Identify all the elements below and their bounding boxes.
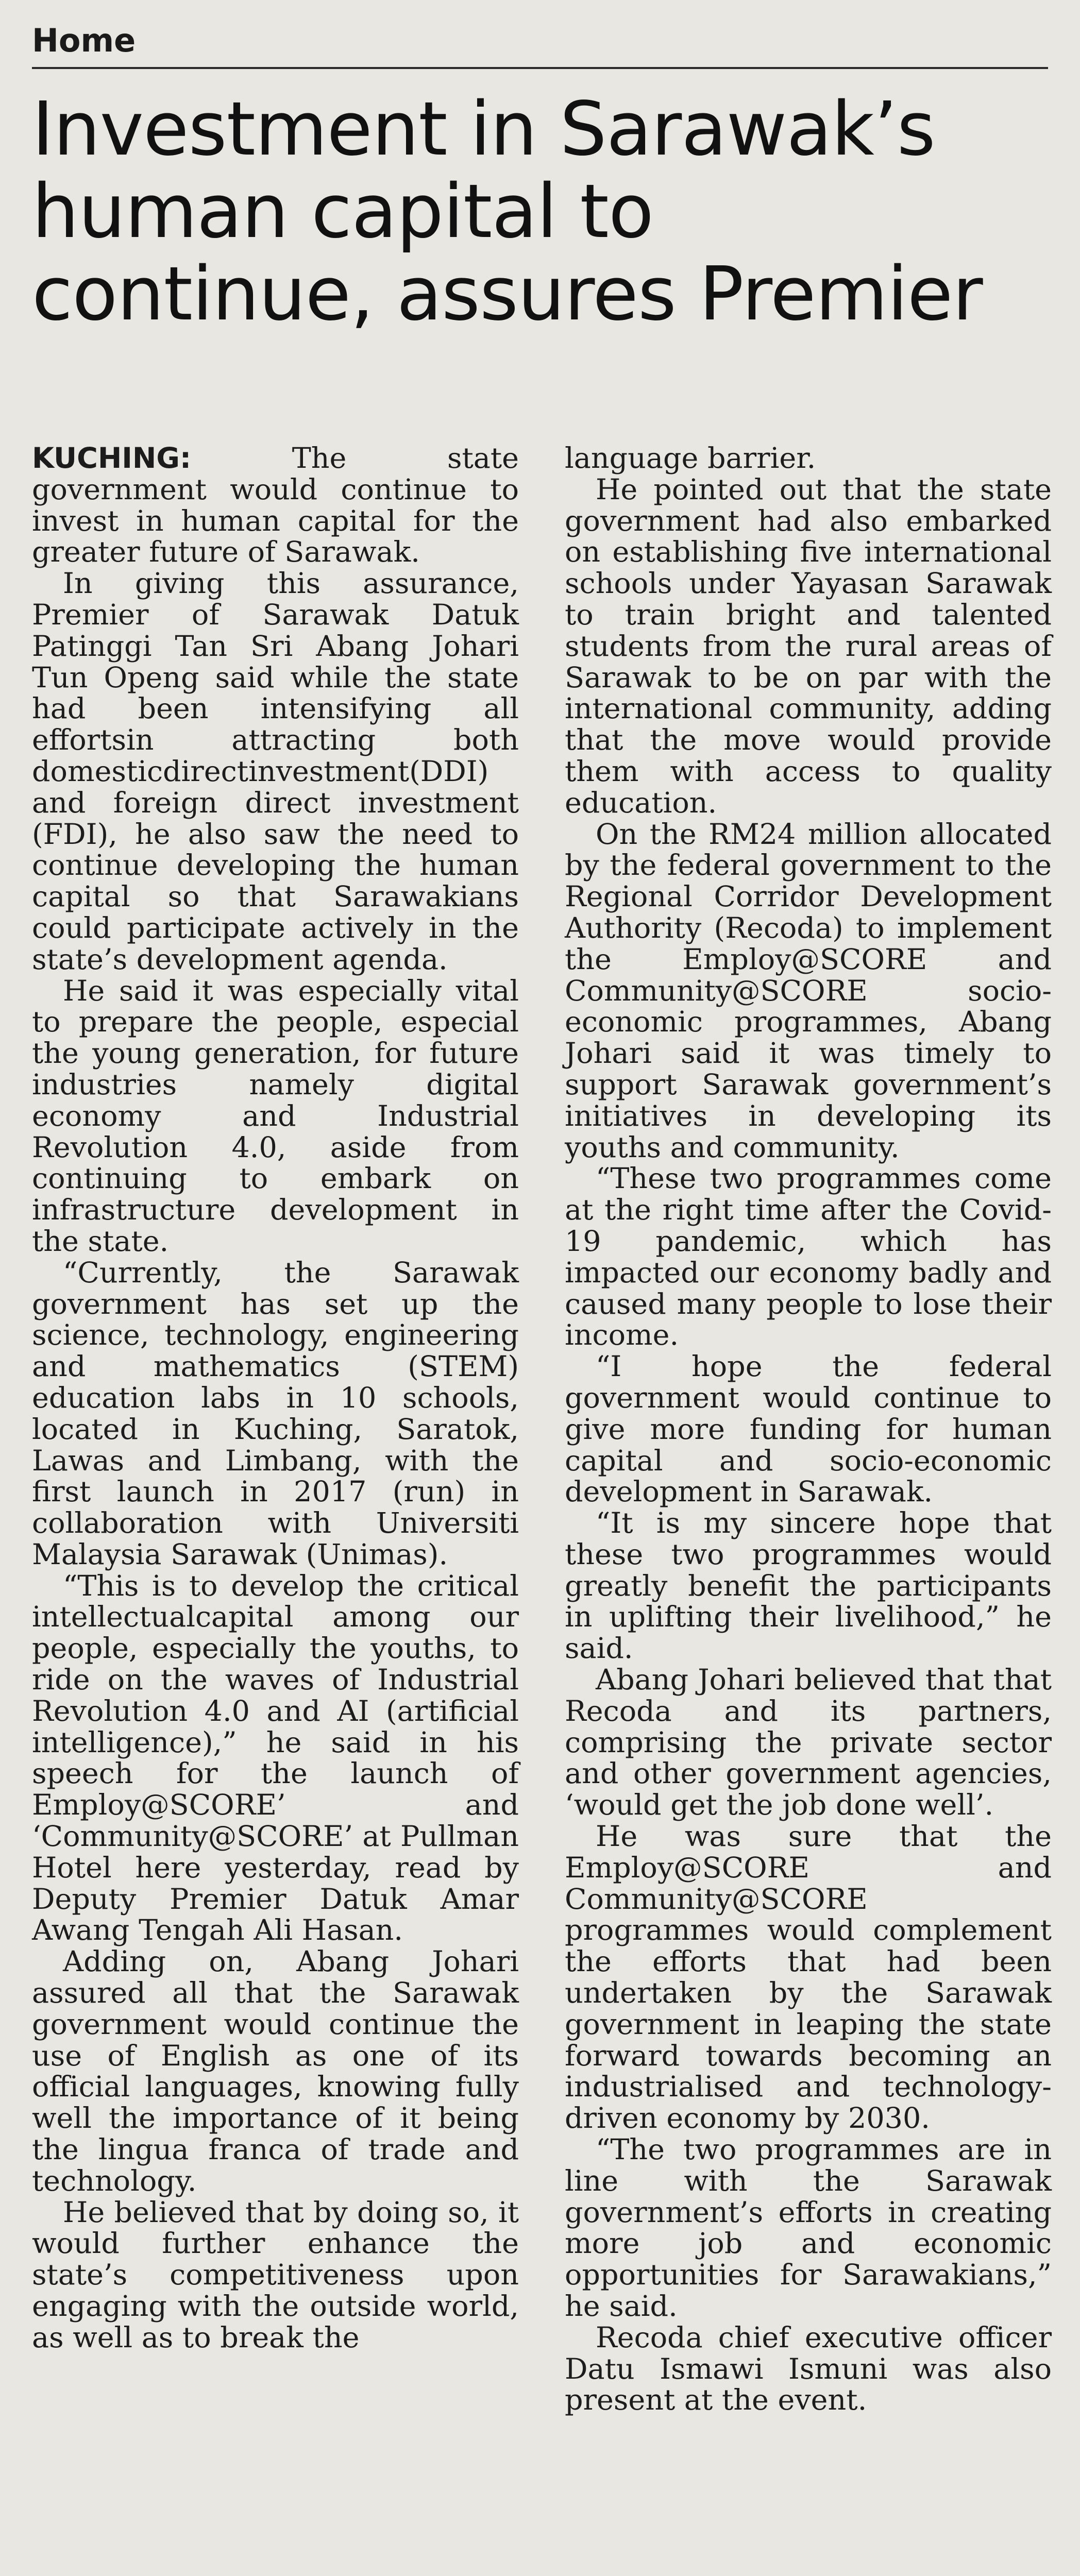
section-label: Home: [32, 22, 136, 59]
article-paragraph: He said it was especially vital to prepare the people, especial the young generation, for future industries namely digital economy and Industrial Revolution 4.0, aside from continuing to embark on infrastructure development in the state.: [32, 974, 519, 1258]
article-paragraph: He was sure that the Employ@SCORE and Community@SCORE programmes would complement the efforts that had been undertaken by the Sarawak government in leaping the state forward towards becoming an industrialised and technology-driven economy by 2030.: [565, 1820, 1052, 2136]
article-paragraph: In giving this assurance, Premier of Sarawak Datuk Patinggi Tan Sri Abang Johari Tun Openg said while the state had been intensifying all effortsin attracting both domesticdirectinvestment(DDI) and foreign direct investment (FDI), he also saw the need to continue developing the human capital so that Sarawakians could participate actively in the state’s development agenda.: [32, 567, 519, 976]
article-paragraph: On the RM24 million allocated by the federal government to the Regional Corridor Development Authority (Recoda) to implement the Employ@SCORE and Community@SCORE socio-economic programmes, Abang Johari said it was timely to support Sarawak government’s initiatives in developing its youths and community.: [565, 817, 1052, 1164]
headline-line-1: Investment in Sarawak’s: [32, 86, 935, 172]
headline-line-3: continue, assures Premier: [32, 250, 983, 337]
article-paragraph: “I hope the federal government would continue to give more funding for human capital and socio-economic development in Sarawak.: [565, 1350, 1052, 1509]
article-paragraph: Abang Johari believed that that Recoda and its partners, comprising the private sector and other government agencies, ‘would get the job done well’.: [565, 1663, 1052, 1822]
article-paragraph: language barrier.: [565, 442, 816, 475]
article-column-right: [565, 443, 1052, 2416]
article-paragraph: “These two programmes come at the right time after the Covid-19 pandemic, which has impacted our economy badly and caused many people to lose their income.: [565, 1162, 1052, 1352]
headline: [32, 88, 1052, 335]
article-paragraph: He pointed out that the state government had also embarked on establishing five international schools under Yayasan Sarawak to train bright and talented students from the rural areas of Sarawak to be on par with the international community, adding that the move would provide them with access to quality education.: [565, 472, 1052, 820]
dateline: KUCHING:: [32, 442, 192, 475]
headline-line-2: human capital to: [32, 168, 653, 255]
article-paragraph: “This is to develop the critical intellectualcapital among our people, especially the youths, to ride on the waves of Industrial Revolution 4.0 and AI (artificial intelligence),” he said in his speech for the launch of Employ@SCORE’ and ‘Community@SCORE’ at Pullman Hotel here yesterday, read by Deputy Premier Datuk Amar Awang Tengah Ali Hasan.: [32, 1569, 519, 1947]
article-paragraph: Recoda chief executive officer Datu Ismawi Ismuni was also present at the event.: [565, 2320, 1052, 2417]
article-paragraph: He believed that by doing so, it would further enhance the state’s competitiveness upon engaging with the outside world, as well as to break the: [32, 2195, 519, 2354]
article-paragraph: “Currently, the Sarawak government has set up the science, technology, engineering and mathematics (STEM) education labs in 10 schools, located in Kuching, Saratok, Lawas and Limbang, with the first launch in 2017 (run) in collaboration with Universiti Malaysia Sarawak (Unimas).: [32, 1256, 519, 1571]
lead-text: The state government would continue to invest in human capital for the greater future of Sarawak.: [32, 442, 519, 569]
article-paragraph: “It is my sincere hope that these two programmes would greatly benefit the participants in uplifting their livelihood,” he said.: [565, 1506, 1052, 1666]
top-rule: [32, 67, 1048, 69]
article-paragraph: Adding on, Abang Johari assured all that the Sarawak government would continue the use of English as one of its official languages, knowing fully well the importance of it being the lingua franca of trade and technology.: [32, 1945, 519, 2198]
article-paragraph: “The two programmes are in line with the Sarawak government’s efforts in creating more job and economic opportunities for Sarawakians,” he said.: [565, 2133, 1052, 2324]
article-column-left: [32, 443, 519, 2354]
article-paragraph: [32, 443, 519, 568]
